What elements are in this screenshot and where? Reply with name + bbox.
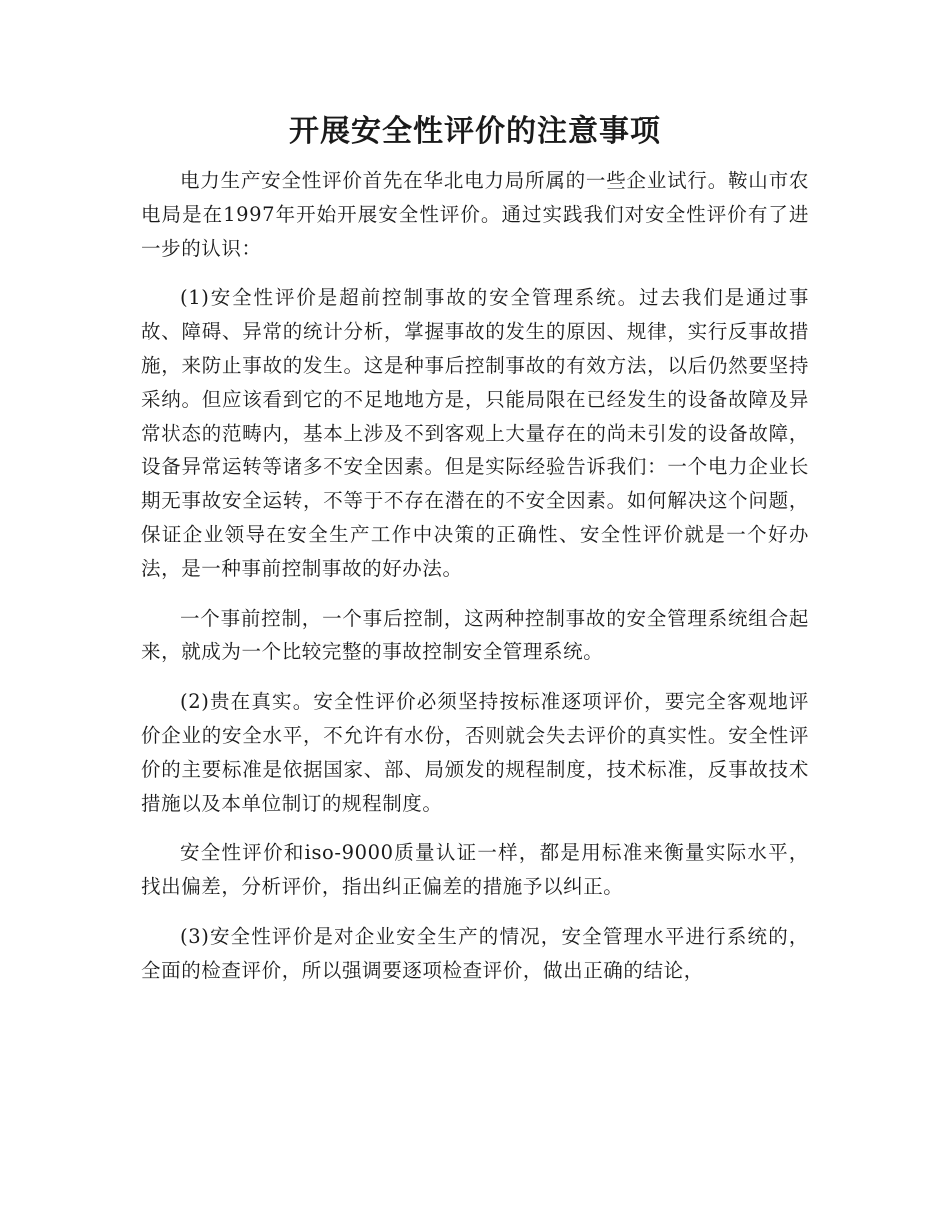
paragraph-combined-control: 一个事前控制，一个事后控制，这两种控制事故的安全管理系统组合起来，就成为一个比较完整的事故控制安全管理系统。: [141, 606, 809, 664]
paragraph-point-3: (3)安全性评价是对企业安全生产的情况，安全管理水平进行系统的，全面的检查评价，所以强调要逐项检查评价，做出正确的结论，: [141, 924, 809, 982]
document-body: [141, 164, 809, 1004]
paragraph-point-1: (1)安全性评价是超前控制事故的安全管理系统。过去我们是通过事故、障碍、异常的统计分析，掌握事故的发生的原因、规律，实行反事故措施，来防止事故的发生。这是种事后控制事故的有效方法，以后仍然要坚持采纳。但应该看到它的不足地地方是，只能局限在已经发生的设备故障及异常状态的范畴内，基本上涉及不到客观上大量存在的尚未引发的设备故障，设备异常运转等诸多不安全因素。但是实际经验告诉我们：一个电力企业长期无事故安全运转，不等于不存在潜在的不安全因素。如何解决这个问题，保证企业领导在安全生产工作中决策的正确性、安全性评价就是一个好办法，是一种事前控制事故的好办法。: [141, 286, 809, 580]
paragraph-intro: 电力生产安全性评价首先在华北电力局所属的一些企业试行。鞍山市农电局是在1997年开始开展安全性评价。通过实践我们对安全性评价有了进一步的认识：: [141, 169, 809, 260]
paragraph-iso-comparison: 安全性评价和iso-9000质量认证一样，都是用标准来衡量实际水平，找出偏差，分析评价，指出纠正偏差的措施予以纠正。: [141, 841, 809, 899]
document-title: 开展安全性评价的注意事项: [289, 114, 661, 149]
paragraph-point-2: (2)贵在真实。安全性评价必须坚持按标准逐项评价，要完全客观地评价企业的安全水平，不允许有水份，否则就会失去评价的真实性。安全性评价的主要标准是依据国家、部、局颁发的规程制度，技术标准，反事故技术措施以及本单位制订的规程制度。: [141, 690, 809, 815]
